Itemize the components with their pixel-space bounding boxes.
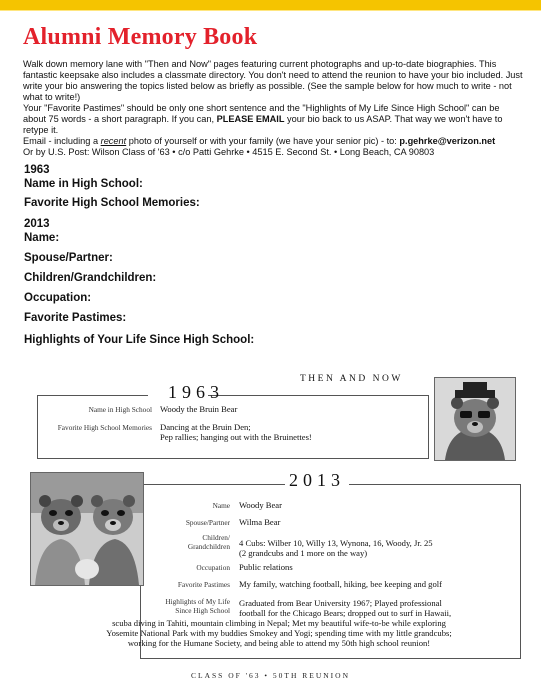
now-value-occupation: Public relations <box>239 562 293 572</box>
intro-paragraph-3 <box>23 136 523 147</box>
intro-paragraph-4: Or by U.S. Post: Wilson Class of '63 • c/o Patti Gehrke • 4515 E. Second St. • Long Beach, CA 90803 <box>23 147 435 157</box>
then-year: 1963 <box>168 382 224 402</box>
now-year: 2013 <box>289 470 345 490</box>
form-label-name: Name: <box>24 232 60 244</box>
intro-please-email: PLEASE EMAIL <box>216 114 285 124</box>
top-accent-line <box>0 10 541 11</box>
now-value-name: Woody Bear <box>239 500 282 510</box>
sample-header: THEN AND NOW <box>300 374 403 384</box>
intro-line2: Your "Favorite Pastimes" should be only one short sentence and the "Highlights of My Life Since High School" can be about 75 words - a short paragraph. If you can, <box>23 103 500 124</box>
intro-paragraph-2 <box>23 103 523 136</box>
email-link[interactable]: p.gehrke@verizon.net <box>399 136 496 146</box>
then-value-memories: Dancing at the Bruin Den; Pep rallies; hanging out with the Bruinettes! <box>160 422 312 442</box>
now-label-children: Children/ Grandchildren <box>187 533 230 551</box>
now-value-spouse: Wilma Bear <box>239 517 281 527</box>
bear-then-icon <box>435 378 515 460</box>
then-label-name: Name in High School <box>88 405 152 414</box>
now-value-highlights-first: Graduated from Bear University 1967; Played professional football for the Chicago Bears; dropped out to surf in Hawaii, <box>239 598 452 618</box>
intro-paragraph-1: Walk down memory lane with "Then and Now" pages featuring current photographs and up-to-date biographies. This fantastic keepsake also includes a classmate directory. You don't need to attend the reunion to have your bio included. Just write your bio answering the topics listed below as briefly as possible. (See the sample below for how much to write - not what to write!) <box>23 59 523 102</box>
now-label-pastimes: Favorite Pastimes <box>177 580 230 589</box>
now-value-pastimes: My family, watching football, hiking, bee keeping and golf <box>239 579 443 589</box>
page-title: Alumni Memory Book <box>23 24 258 50</box>
then-label-memories: Favorite High School Memories <box>57 423 152 432</box>
form-label-highlights: Highlights of Your Life Since High School: <box>24 334 255 346</box>
then-value-name: Woody the Bruin Bear <box>160 404 238 414</box>
form-label-spouse: Spouse/Partner: <box>24 252 113 264</box>
now-photo <box>30 472 144 586</box>
form-year-now: 2013 <box>24 218 50 230</box>
then-photo <box>434 377 516 461</box>
form-label-pastimes: Favorite Pastimes: <box>24 312 127 324</box>
now-label-name: Name <box>212 501 230 510</box>
form-label-fav-hs-memories: Favorite High School Memories: <box>24 197 200 209</box>
intro-line3b: photo of yourself or with your family (we have your senior pic) - to: <box>128 136 397 146</box>
form-label-occupation: Occupation: <box>24 292 92 304</box>
now-label-highlights: Highlights of My Life Since High School <box>165 597 230 615</box>
bear-couple-icon <box>31 473 143 585</box>
intro-recent: recent <box>100 136 127 146</box>
footer-reunion: CLASS OF '63 • 50TH REUNION <box>190 671 351 680</box>
now-label-spouse: Spouse/Partner <box>185 518 230 527</box>
now-value-children: 4 Cubs: Wilber 10, Willy 13, Wynona, 16, Woody, Jr. 25 (2 grandcubs and 1 more on the way) <box>239 538 433 558</box>
intro-line3a: Email - including a <box>23 136 99 146</box>
intro-line2-end: your bio back to us ASAP. That way we won't have to retype it. <box>23 114 503 135</box>
form-year-then: 1963 <box>24 164 50 176</box>
intro-text <box>23 59 523 158</box>
form-label-children: Children/Grandchildren: <box>24 272 157 284</box>
top-accent-bar <box>0 0 541 10</box>
now-label-occupation: Occupation <box>196 563 230 572</box>
now-value-highlights-rest: scuba diving in Tahiti, mountain climbing in Nepal; Met my beautiful wife-to-be while exploring Yosemite National Park with my buddies Smokey and Yogi; spending time with my little grandcubs; working for the Humane Society, and being able to attend my 50th high school reunion! <box>106 618 452 648</box>
form-label-name-in-hs: Name in High School: <box>24 178 143 190</box>
